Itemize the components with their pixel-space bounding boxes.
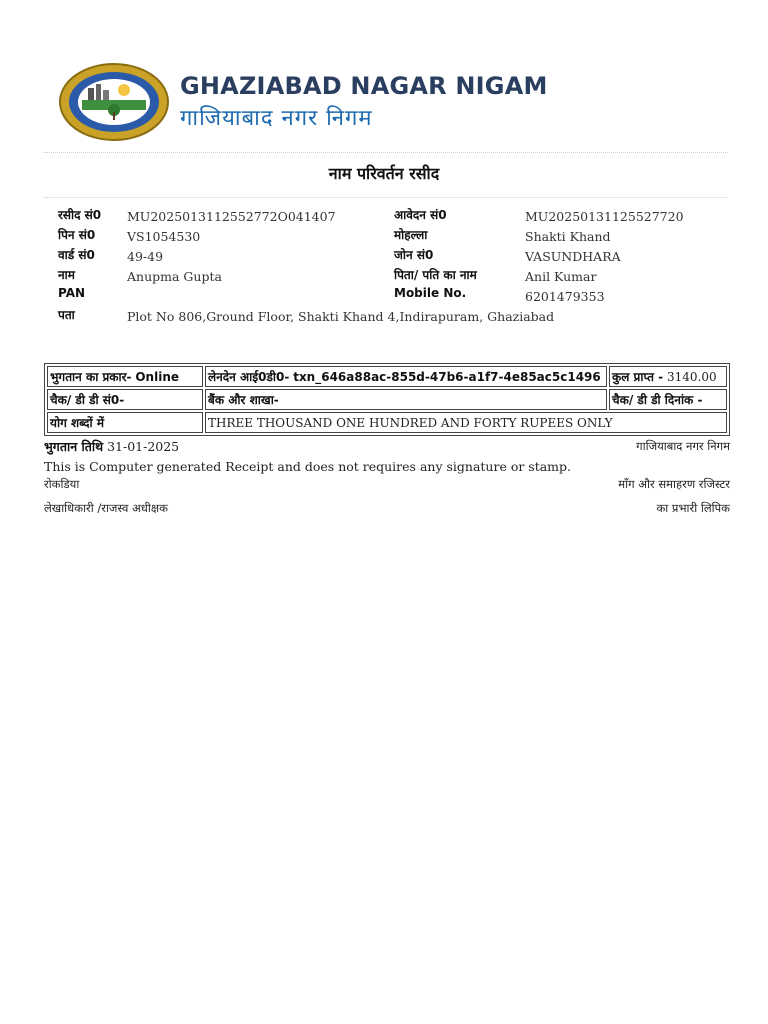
father-husband-name-value: Anil Kumar (525, 269, 597, 284)
amount-in-words-value: THREE THOUSAND ONE HUNDRED AND FORTY RUPEES ONLY (208, 415, 613, 430)
divider (44, 152, 728, 153)
receipt-no-label: रसीद सं0 (58, 208, 102, 222)
locality-value: Shakti Khand (525, 229, 611, 244)
table-row (47, 412, 727, 433)
accounts-officer-label: लेखाधिकारी /राजस्व अधीक्षक (44, 501, 168, 515)
cashier-label: रोकडिया (44, 477, 80, 491)
amount-in-words-label-cell (47, 412, 203, 433)
register-label-line2: का प्रभारी लिपिक (656, 501, 730, 515)
application-no-value: MU20250131125527720 (525, 209, 684, 224)
payment-type-label: भुगतान का प्रकार- (50, 370, 132, 384)
pin-no-label: पिन सं0 (58, 228, 96, 242)
computer-generated-note: This is Computer generated Receipt and does not requires any signature or stamp. (44, 459, 572, 474)
receipt-no-value: MU2025013112552772O041407 (127, 209, 336, 224)
amount-in-words-value-cell (205, 412, 727, 433)
address-value: Plot No 806,Ground Floor, Shakti Khand 4,Indirapuram, Ghaziabad (127, 309, 555, 324)
payment-date-value: 31-01-2025 (107, 439, 180, 454)
ward-no-label: वार्ड सं0 (58, 248, 95, 262)
mobile-label: Mobile No. (394, 286, 467, 300)
cheque-date-cell (609, 389, 727, 410)
payment-date-label: भुगतान तिथि (44, 439, 104, 454)
pin-no-value: VS1054530 (127, 229, 201, 244)
table-row (47, 389, 727, 410)
amount-in-words-label: योग शब्दों में (50, 416, 104, 430)
zone-no-label: जोन सं0 (394, 248, 434, 262)
transaction-id-value: txn_646a88ac-855d-47b6-a1f7-4e85ac5c1496 (293, 370, 601, 384)
ward-no-value: 49-49 (127, 249, 164, 264)
transaction-id-cell (205, 366, 607, 387)
table-row (47, 366, 727, 387)
locality-label: मोहल्ला (394, 228, 428, 242)
info-row (58, 206, 738, 226)
payment-date (44, 438, 179, 455)
nagar-nigam-logo (58, 62, 170, 142)
pan-label: PAN (58, 286, 86, 300)
payment-type-value: Online (135, 370, 180, 384)
bank-branch-label: बैंक और शाखा- (208, 393, 279, 407)
total-received-cell (609, 366, 727, 387)
info-row (58, 246, 738, 266)
cheque-date-label: चैक/ डी डी दिनांक - (612, 393, 703, 407)
address-label: पता (58, 308, 75, 322)
transaction-id-label: लेनदेन आई0डी0- (208, 370, 290, 384)
receipt-info (58, 206, 738, 326)
name-value: Anupma Gupta (127, 269, 222, 284)
mobile-value: 6201479353 (525, 289, 605, 304)
receipt-title: नाम परिवर्तन रसीद (328, 164, 440, 183)
org-name-footer: गाजियाबाद नगर निगम (636, 439, 730, 453)
info-row (58, 286, 738, 306)
application-no-label: आवेदन सं0 (394, 208, 447, 222)
payment-table (44, 363, 730, 436)
cheque-no-cell (47, 389, 203, 410)
org-name-english: GHAZIABAD NAGAR NIGAM (180, 72, 548, 100)
info-row (58, 266, 738, 286)
name-label: नाम (58, 268, 75, 282)
info-row (58, 306, 738, 326)
bank-branch-cell (205, 389, 607, 410)
payment-type-cell (47, 366, 203, 387)
cheque-no-label: चैक/ डी डी सं0- (50, 393, 125, 407)
total-received-label: कुल प्राप्त - (612, 370, 664, 384)
total-received-value: 3140.00 (667, 370, 717, 384)
zone-no-value: VASUNDHARA (525, 249, 621, 264)
org-name-hindi: गाजियाबाद नगर निगम (180, 106, 373, 131)
info-row (58, 226, 738, 246)
register-label-line1: माँग और समाहरण रजिस्टर (618, 477, 730, 491)
divider (44, 197, 728, 198)
father-husband-name-label: पिता/ पति का नाम (394, 268, 477, 282)
